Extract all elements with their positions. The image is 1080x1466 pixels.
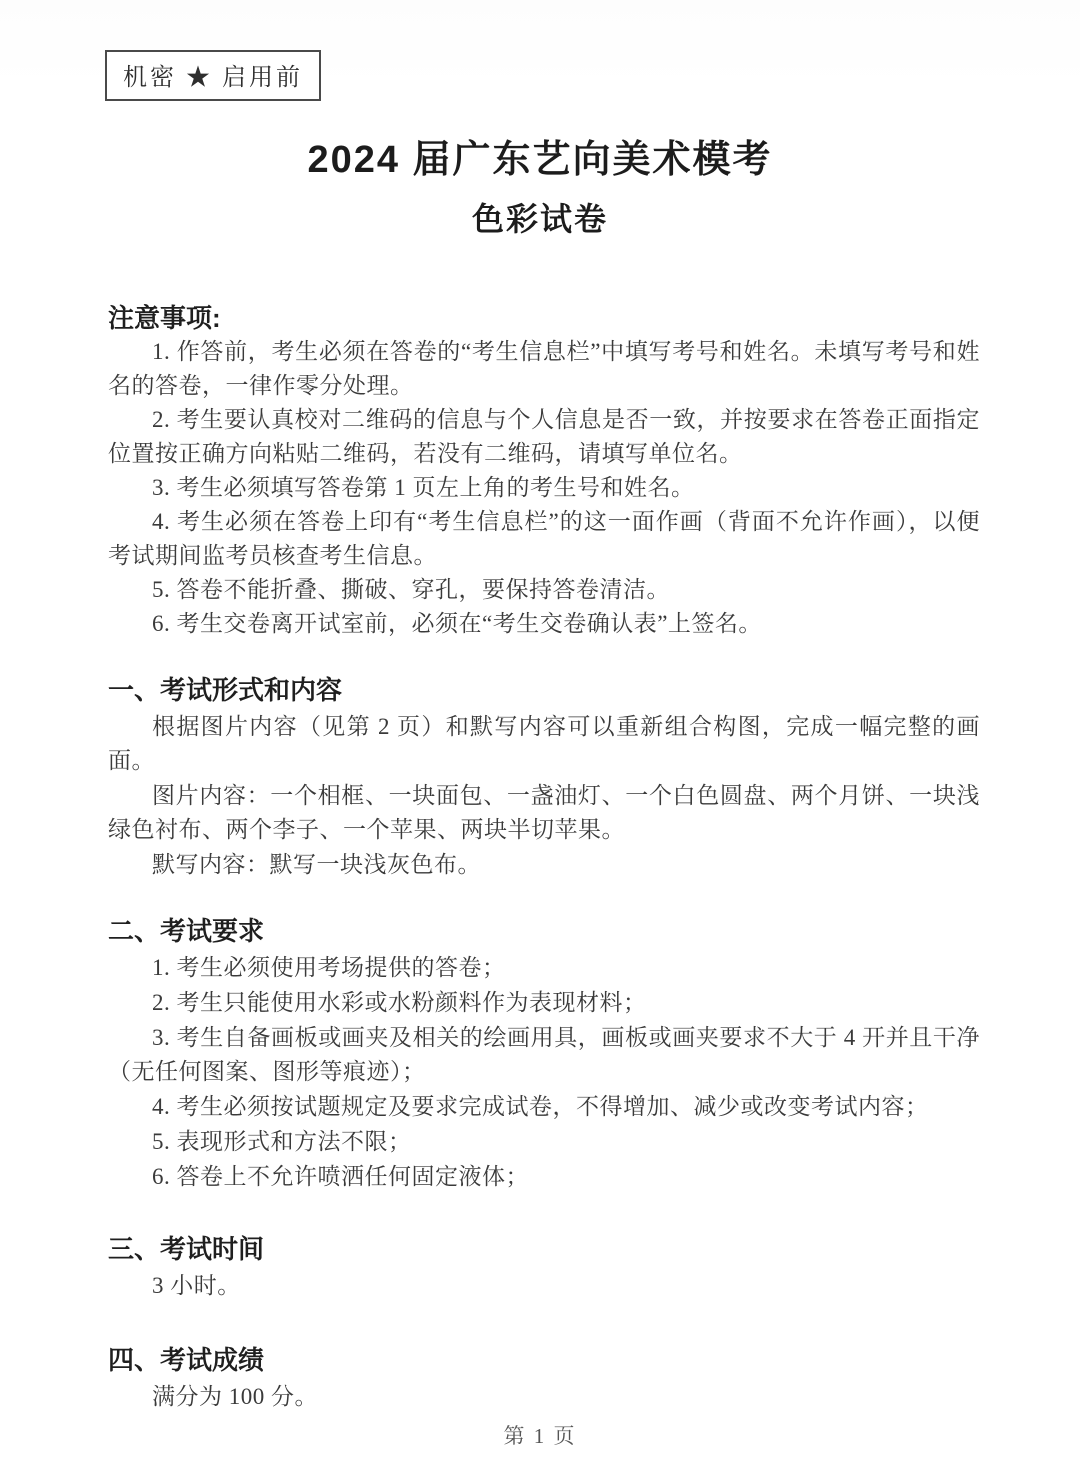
- notice-item-4: 4. 考生必须在答卷上印有“考生信息栏”的这一面作画（背面不允许作画），以便考试期间监考员核查考生信息。: [108, 509, 980, 568]
- confidential-wrap: [0, 0, 1080, 101]
- section-exam-content: [108, 671, 980, 882]
- notice-heading: 注意事项:: [108, 303, 221, 333]
- section-exam-time: [108, 1230, 980, 1303]
- requirement-item-6: 6. 答卷上不允许喷洒任何固定液体；: [152, 1164, 529, 1189]
- notice-item-5: 5. 答卷不能折叠、撕破、穿孔，要保持答卷清洁。: [152, 577, 670, 602]
- requirement-item-4: 4. 考生必须按试题规定及要求完成试卷，不得增加、减少或改变考试内容；: [152, 1094, 929, 1119]
- requirement-item-1: 1. 考生必须使用考场提供的答卷；: [152, 955, 506, 980]
- confidential-stamp: 机密 ★ 启用前: [105, 50, 321, 101]
- exam-content-paragraph-1: 根据图片内容（见第 2 页）和默写内容可以重新组合构图，完成一幅完整的画面。: [108, 714, 980, 773]
- requirement-item-2: 2. 考生只能使用水彩或水粉颜料作为表现材料；: [152, 990, 647, 1015]
- notice-item-1: 1. 作答前，考生必须在答卷的“考生信息栏”中填写考号和姓名。未填写考号和姓名的答卷，一律作零分处理。: [108, 339, 980, 398]
- exam-time-value: 3 小时。: [152, 1273, 241, 1298]
- section-exam-content-heading: 一、考试形式和内容: [108, 675, 343, 705]
- section-exam-score-heading: 四、考试成绩: [108, 1345, 265, 1375]
- exam-content-paragraph-2: 图片内容：一个相框、一块面包、一盏油灯、一个白色圆盘、两个月饼、一块浅绿色衬布、两个李子、一个苹果、两块半切苹果。: [108, 783, 980, 842]
- section-exam-time-heading: 三、考试时间: [108, 1234, 265, 1264]
- notice-item-2: 2. 考生要认真校对二维码的信息与个人信息是否一致，并按要求在答卷正面指定位置按正确方向粘贴二维码，若没有二维码，请填写单位名。: [108, 407, 980, 466]
- requirement-item-5: 5. 表现形式和方法不限；: [152, 1129, 412, 1154]
- page-number: 第 1 页: [503, 1424, 577, 1448]
- section-exam-score: [108, 1341, 980, 1414]
- page-subtitle: 色彩试卷: [471, 201, 608, 237]
- exam-content-paragraph-3: 默写内容：默写一块浅灰色布。: [152, 852, 481, 877]
- section-exam-requirements-heading: 二、考试要求: [108, 916, 265, 946]
- document-body: [108, 301, 980, 1414]
- requirement-item-3: 3. 考生自备画板或画夹及相关的绘画用具，画板或画夹要求不大于 4 开并且干净（无任何图案、图形等痕迹）；: [108, 1025, 980, 1084]
- page-title: 2024 届广东艺向美术模考: [307, 139, 773, 181]
- notice-item-6: 6. 考生交卷离开试室前，必须在“考生交卷确认表”上签名。: [152, 611, 762, 636]
- notice-item-3: 3. 考生必须填写答卷第 1 页左上角的考生号和姓名。: [152, 475, 695, 500]
- exam-score-value: 满分为 100 分。: [152, 1384, 318, 1409]
- section-exam-requirements: [108, 912, 980, 1194]
